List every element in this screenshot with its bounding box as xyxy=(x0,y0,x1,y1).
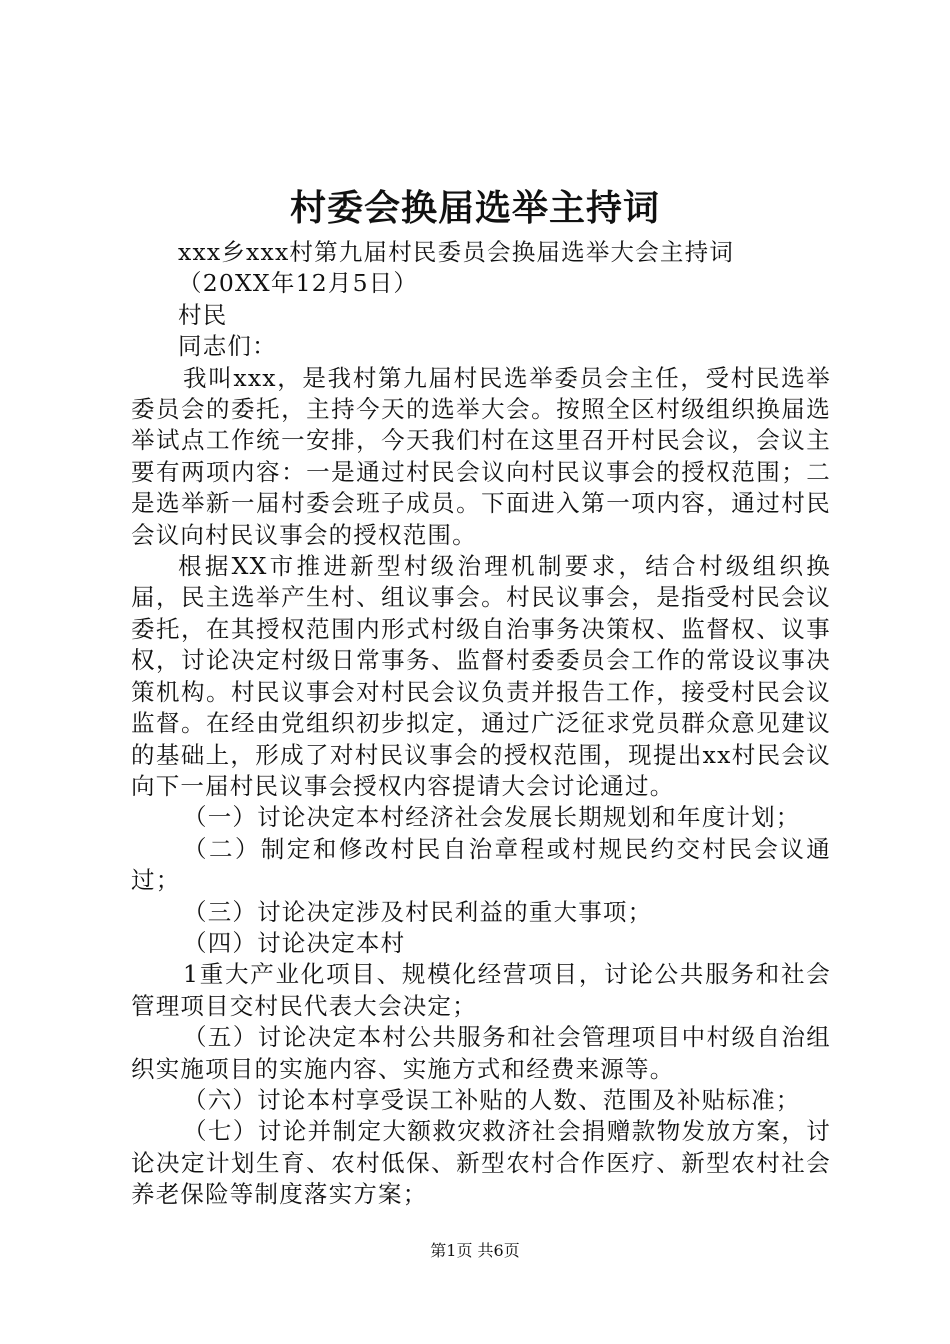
body-paragraph-item-6: （六）讨论本村享受误工补贴的人数、范围及补贴标准； xyxy=(183,1085,801,1114)
document-title: 村委会换届选举主持词 xyxy=(289,188,660,229)
body-paragraph-date: （20XX年12月5日） xyxy=(178,269,419,298)
body-paragraph-item-3: （三）讨论决定涉及村民利益的重大事项； xyxy=(183,897,653,926)
body-paragraph-item-2: （二）制定和修改村民自治章程或村规民约交村民会议通过； xyxy=(131,834,831,895)
body-paragraph-introduction: 我叫xxx，是我村第九届村民选举委员会主任，受村民选举委员会的委托，主持今天的选举大会。按照全区村级组织换届选举试点工作统一安排，今天我们村在这里召开村民会议，会议主要有两项内容：一是通过村民会议向村民议事会的授权范围；二是选举新一届村委会班子成员。下面进入第一项内容，通过村民会议向村民议事会的授权范围。 xyxy=(131,363,831,549)
page-number-footer: 第1页 共6页 xyxy=(430,1241,520,1260)
body-paragraph-item-4-detail: 1重大产业化项目、规模化经营项目，讨论公共服务和社会管理项目交村民代表大会决定； xyxy=(131,960,831,1020)
document-body xyxy=(131,237,831,1211)
body-paragraph-item-4: （四）讨论决定本村 xyxy=(183,928,406,957)
body-paragraph-salutation-villagers: 村民 xyxy=(178,300,228,329)
body-paragraph-council-description: 根据XX市推进新型村级治理机制要求，结合村级组织换届，民主选举产生村、组议事会。村民议事会，是指受村民会议委托，在其授权范围内形式村级自治事务决策权、监督权、议事权，讨论决定村级日常事务、监督村委委员会工作的常设议事决策机构。村民议事会对村民会议负责并报告工作，接受村民会议监督。在经由党组织初步拟定，通过广泛征求党员群众意见建议的基础上，形成了对村民议事会的授权范围，现提出xx村民会议向下一届村民议事会授权内容提请大会讨论通过。 xyxy=(131,552,831,800)
body-paragraph-item-7: （七）讨论并制定大额救灾救济社会捐赠款物发放方案，讨论决定计划生育、农村低保、新型农村合作医疗、新型农村社会养老保险等制度落实方案； xyxy=(131,1117,831,1209)
body-paragraph-item-1: （一）讨论决定本村经济社会发展长期规划和年度计划； xyxy=(183,803,801,832)
body-paragraph-item-5: （五）讨论决定本村公共服务和社会管理项目中村级自治组织实施项目的实施内容、实施方式和经费来源等。 xyxy=(131,1023,831,1083)
body-paragraph-salutation-comrades: 同志们： xyxy=(178,332,277,361)
body-paragraph-subtitle: xxx乡xxx村第九届村民委员会换届选举大会主持词 xyxy=(178,238,735,266)
